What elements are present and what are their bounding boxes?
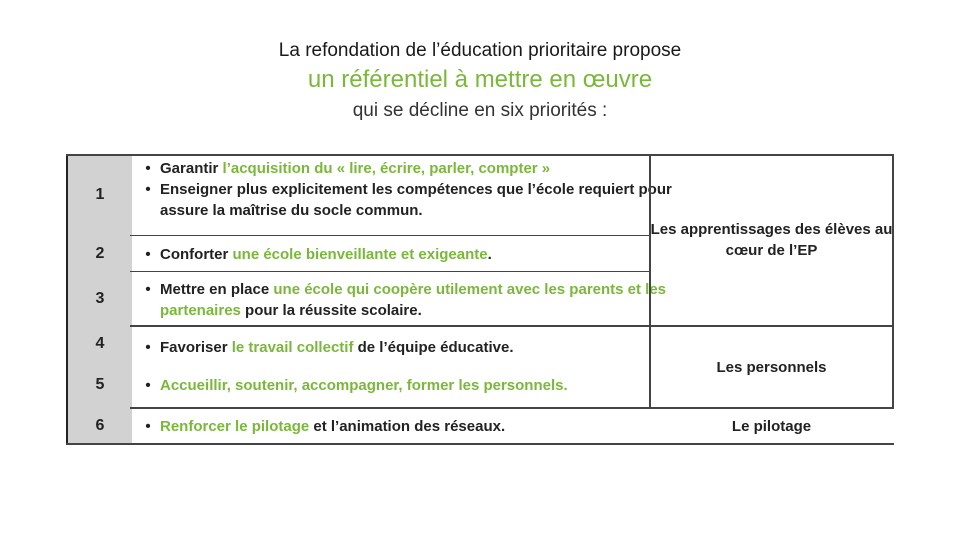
bullet: • — [145, 181, 151, 198]
highlight: le travail collectif — [231, 339, 354, 356]
list-item: • Mettre en place une école qui coopère utilement avec les parents et les partenaires pour la réussite scolaire. — [130, 279, 710, 321]
list-item: • Conforter une école bienveillante et exigeante. — [130, 244, 710, 265]
theme-pilotage: Le pilotage — [731, 417, 812, 435]
bullet: • — [145, 281, 151, 298]
row-number-6: 6 — [66, 408, 132, 444]
priority-row-5 — [130, 375, 710, 396]
bullet: • — [145, 246, 151, 263]
highlight: Renforcer le pilotage — [160, 418, 310, 435]
priority-row-2 — [130, 244, 710, 265]
priorities-table — [66, 154, 894, 444]
theme-apprentissages: Les apprentissages des élèves au cœur de l’EP — [650, 221, 893, 259]
divider — [130, 325, 894, 327]
highlight: l’acquisition du « lire, écrire, parler, compter » — [222, 160, 551, 177]
title-line-3: qui se décline en six priorités : — [352, 100, 608, 121]
divider — [130, 235, 650, 236]
list-item: • Favoriser le travail collectif de l’équipe éducative. — [130, 337, 710, 358]
bullet: • — [145, 339, 151, 356]
highlight: une école qui coopère utilement avec les parents et les partenaires — [160, 281, 667, 319]
divider — [892, 154, 894, 408]
divider — [130, 271, 650, 272]
row-number-2: 2 — [66, 236, 132, 272]
list-item: • Renforcer le pilotage et l’animation des réseaux. — [130, 416, 710, 437]
highlight: Accueillir, soutenir, accompagner, former les personnels. — [160, 377, 568, 394]
list-item: • Garantir l’acquisition du « lire, écrire, parler, compter » — [130, 158, 710, 179]
row-number-3: 3 — [66, 272, 132, 326]
priority-row-3 — [130, 279, 710, 321]
divider — [649, 154, 651, 326]
row-number-1: 1 — [66, 154, 132, 236]
divider — [649, 326, 651, 408]
theme-personnels: Les personnels — [716, 358, 827, 376]
title-line-2: un référentiel à mettre en œuvre — [307, 66, 653, 93]
title-line-1: La refondation de l’éducation prioritaire propose — [278, 40, 682, 61]
row-number-5: 5 — [66, 362, 132, 408]
row-number-4: 4 — [66, 326, 132, 362]
bullet: • — [145, 160, 151, 177]
bullet: • — [145, 418, 151, 435]
list-item — [130, 375, 710, 396]
divider — [130, 154, 894, 156]
priority-row-6 — [130, 416, 710, 437]
divider — [66, 154, 130, 156]
bullet: • — [145, 377, 151, 394]
priority-row-1 — [130, 158, 710, 221]
highlight: une école bienveillante et exigeante — [232, 246, 488, 263]
divider — [66, 443, 894, 445]
divider — [130, 407, 894, 409]
priority-row-4 — [130, 337, 710, 358]
list-item: • Enseigner plus explicitement les compétences que l’école requiert pour assure la maîtrise du socle commun. — [130, 179, 710, 221]
